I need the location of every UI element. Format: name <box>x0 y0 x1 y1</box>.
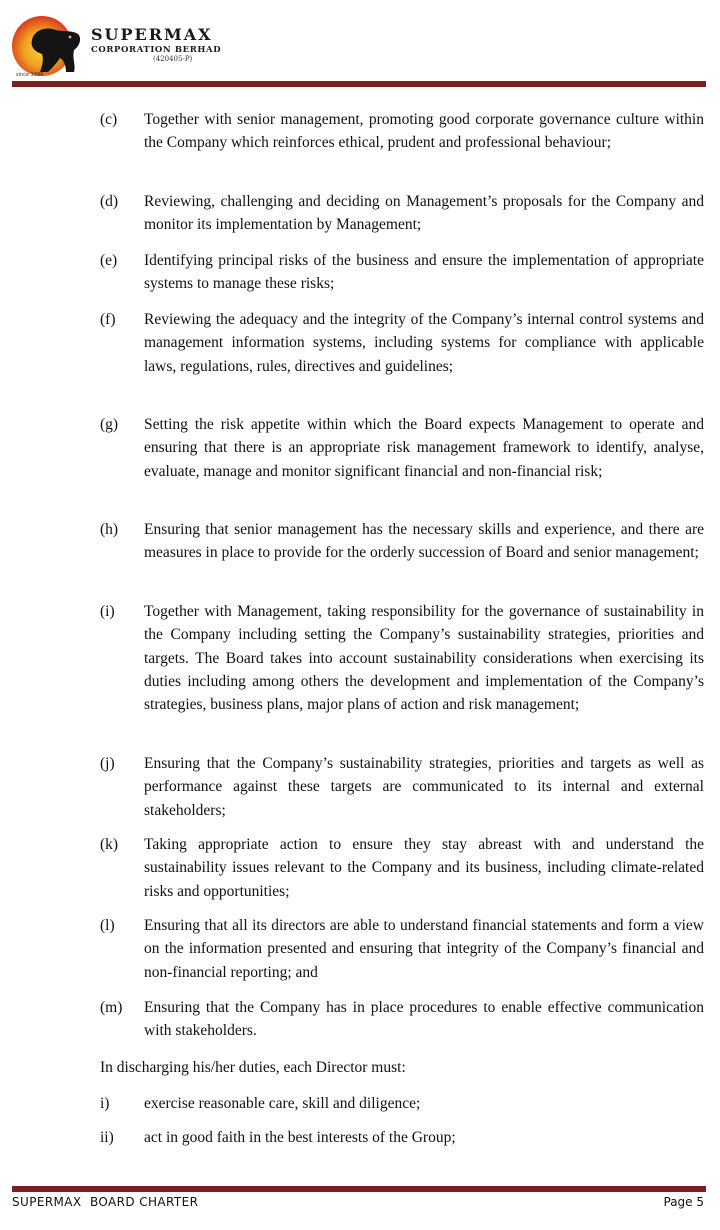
page-number: Page 5 <box>663 1195 704 1209</box>
logo-caption: since 1986 <box>16 72 44 78</box>
page-footer <box>12 1195 706 1213</box>
header-rule <box>12 81 706 87</box>
item-text: Ensuring that the Company’s sustainability strategies, priorities and targets as well as performance against these targets are communicated to its internal and external stakeholders; <box>144 755 704 819</box>
item-marker: (c) <box>100 111 118 128</box>
item-text: Setting the risk appetite within which the Board expects Management to operate and ensuring that there is an appropriate risk management framework to identify, analyse, evaluate, manage and monitor significant financial and non-financial risk; <box>144 416 704 480</box>
list-item-e <box>100 249 704 296</box>
item-text: exercise reasonable care, skill and diligence; <box>144 1095 421 1112</box>
page-header <box>0 0 720 92</box>
duty-item-ii <box>100 1126 704 1149</box>
company-brand <box>91 26 221 63</box>
list-item-m <box>100 996 704 1043</box>
company-registration: (420405-P) <box>153 55 193 63</box>
document-title: SUPERMAX BOARD CHARTER <box>12 1195 199 1209</box>
list-item-g <box>100 413 704 483</box>
item-text: Ensuring that senior management has the necessary skills and experience, and there are measures in place to provide for the orderly succession of Board and senior management; <box>144 521 704 562</box>
item-marker: (m) <box>100 999 123 1016</box>
item-text: Ensuring that the Company has in place procedures to enable effective communication with stakeholders. <box>144 999 704 1040</box>
item-text: Taking appropriate action to ensure they stay abreast with and understand the sustainability issues relevant to the Company and its business, including climate-related risks and opportunities; <box>144 836 704 900</box>
item-text: Ensuring that all its directors are able to understand financial statements and form a view on the information presented and ensuring that integrity of the Company’s financial and non-financial reporting; and <box>144 917 704 981</box>
item-marker: (i) <box>100 603 115 620</box>
list-item-i <box>100 600 704 716</box>
item-text: Reviewing, challenging and deciding on Management’s proposals for the Company and monitor its implementation by Management; <box>144 193 704 234</box>
duty-item-i <box>100 1092 704 1115</box>
item-marker: (f) <box>100 311 116 328</box>
item-marker: ii) <box>100 1129 114 1146</box>
item-text: Together with Management, taking responsibility for the governance of sustainability in the Company including setting the Company’s sustainability strategies, priorities and targets. The Board takes into account sustainability considerations when exercising its duties including among others the development and implementation of the Company’s strategies, business plans, major plans of action and risk management; <box>144 603 704 714</box>
item-text: Reviewing the adequacy and the integrity of the Company’s internal control systems and management information systems, including systems for compliance with applicable laws, regulations, rules, directives and guidelines; <box>144 311 704 375</box>
item-text: act in good faith in the best interests of the Group; <box>144 1129 456 1146</box>
company-name: SUPERMAX <box>91 25 213 44</box>
item-marker: (d) <box>100 193 119 210</box>
item-marker: (l) <box>100 917 115 934</box>
item-marker: (j) <box>100 755 115 772</box>
company-subtitle: CORPORATION BERHAD <box>91 45 222 55</box>
list-item-k <box>100 833 704 903</box>
list-item-j <box>100 752 704 822</box>
supermax-panther-logo <box>12 10 88 78</box>
item-marker: (g) <box>100 416 119 433</box>
item-marker: (e) <box>100 252 118 269</box>
list-item-l <box>100 914 704 984</box>
duties-intro: In discharging his/her duties, each Director must: <box>100 1059 406 1076</box>
list-item-d <box>100 190 704 237</box>
list-item-h <box>100 518 704 565</box>
item-marker: i) <box>100 1095 110 1112</box>
item-marker: (k) <box>100 836 119 853</box>
item-marker: (h) <box>100 521 119 538</box>
list-item-c <box>100 108 704 155</box>
item-text: Identifying principal risks of the business and ensure the implementation of appropriate systems to manage these risks; <box>144 252 704 293</box>
list-item-f <box>100 308 704 378</box>
item-text: Together with senior management, promoting good corporate governance culture within the Company which reinforces ethical, prudent and professional behaviour; <box>144 111 704 152</box>
footer-rule <box>12 1186 706 1192</box>
